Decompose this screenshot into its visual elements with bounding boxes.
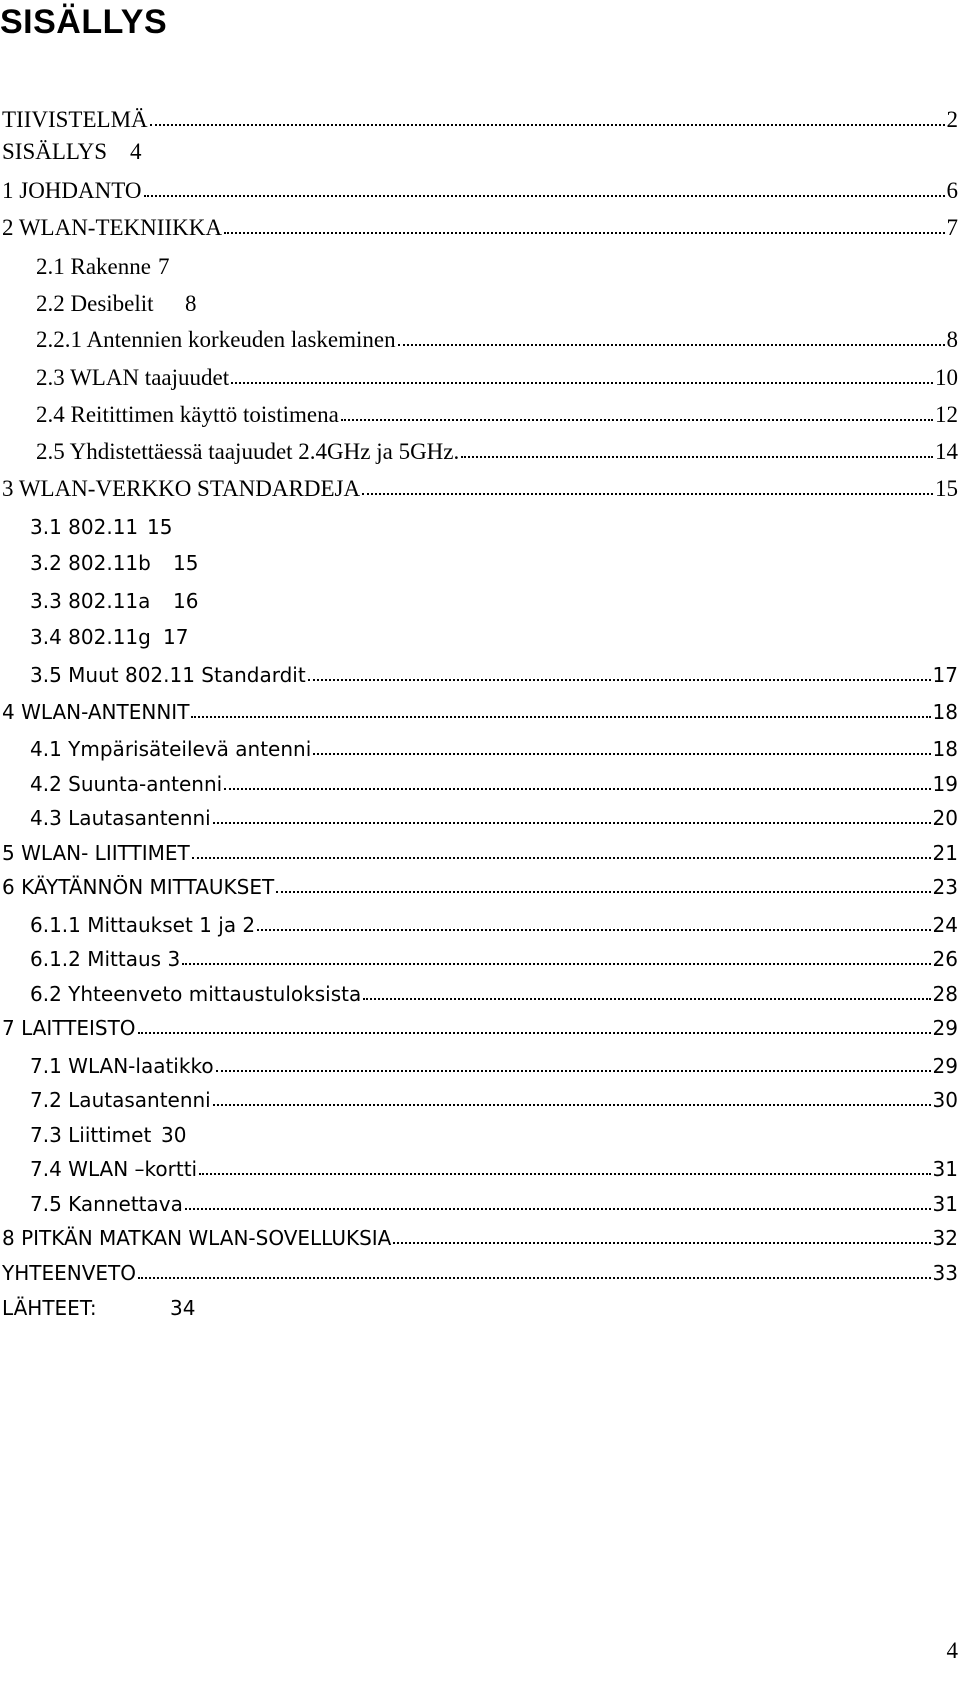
toc-entry[interactable] <box>0 400 960 430</box>
toc-dot-leader <box>191 716 930 718</box>
toc-dot-leader <box>224 232 945 234</box>
toc-entry-label: 3 WLAN-VERKKO STANDARDEJA <box>2 476 361 501</box>
toc-entry-label: 7 LAITTEISTO <box>2 1016 136 1040</box>
toc-entry-label: 7.5 Kannettava <box>30 1192 183 1216</box>
toc-entry-page: 15 <box>935 476 958 501</box>
toc-entry-page: 10 <box>935 365 958 390</box>
toc-entry-page: 8 <box>946 327 958 352</box>
toc-dot-leader <box>308 679 931 681</box>
toc-entry-page: 31 <box>932 1192 958 1216</box>
toc-entry[interactable] <box>0 176 960 206</box>
toc-entry-page: 21 <box>932 841 958 865</box>
toc-entry[interactable] <box>0 697 960 727</box>
toc-entry-page: 2 <box>946 107 958 132</box>
toc-dot-leader <box>276 891 930 893</box>
toc-entry-page: 15 <box>147 515 173 539</box>
toc-entry[interactable] <box>0 622 960 652</box>
toc-entry-page: 6 <box>946 178 958 203</box>
page-title: SISÄLLYS <box>0 3 168 41</box>
toc-entry-label: 6 KÄYTÄNNÖN MITTAUKSET <box>2 875 275 899</box>
toc-entry[interactable] <box>0 548 960 578</box>
toc-entry-page: 29 <box>932 1016 958 1040</box>
toc-entry[interactable] <box>0 512 960 542</box>
toc-dot-leader <box>185 1208 931 1210</box>
toc-entry[interactable] <box>0 363 960 393</box>
toc-dot-leader <box>461 456 933 458</box>
toc-entry-label: 3.3 802.11a <box>30 589 151 613</box>
toc-entry-page: 16 <box>173 589 199 613</box>
toc-entry-page: 8 <box>185 291 197 316</box>
toc-entry-label: 2.2 Desibelit <box>36 291 154 316</box>
toc-entry[interactable] <box>0 1120 960 1150</box>
toc-entry-label: 3.2 802.11b <box>30 551 151 575</box>
toc-entry-page: 14 <box>935 439 958 464</box>
toc-entry[interactable] <box>0 586 960 616</box>
toc-entry-label: 3.4 802.11g <box>30 625 151 649</box>
toc-entry[interactable] <box>0 660 960 690</box>
toc-entry-page: 18 <box>932 700 958 724</box>
toc-entry-label: 4 WLAN-ANTENNIT <box>2 700 190 724</box>
toc-dot-leader <box>213 822 931 824</box>
toc-entry-label: 4.2 Suunta-antenni <box>30 772 223 796</box>
toc-entry-label: 6.1.2 Mittaus 3 <box>30 947 181 971</box>
toc-dot-leader <box>393 1242 930 1244</box>
toc-dot-leader <box>313 753 930 755</box>
toc-dot-leader <box>150 124 945 126</box>
toc-entry[interactable] <box>0 1051 960 1081</box>
toc-entry-label: 1 JOHDANTO <box>2 178 142 203</box>
toc-entry-label: 2 WLAN-TEKNIIKKA <box>2 215 222 240</box>
toc-entry[interactable] <box>0 1258 960 1288</box>
toc-entry-page: 7 <box>946 215 958 240</box>
toc-entry-page: 33 <box>932 1261 958 1285</box>
toc-dot-leader <box>231 382 933 384</box>
toc-entry[interactable] <box>0 910 960 940</box>
toc-entry-label: YHTEENVETO <box>2 1261 136 1285</box>
toc-entry-page: 23 <box>932 875 958 899</box>
toc-dot-leader <box>144 195 945 197</box>
toc-entry-label: 7.2 Lautasantenni <box>30 1088 211 1112</box>
toc-entry-page: 29 <box>932 1054 958 1078</box>
toc-entry-page: 20 <box>932 806 958 830</box>
toc-entry[interactable] <box>0 944 960 974</box>
toc-entry-label: 2.1 Rakenne <box>36 254 151 279</box>
toc-entry-page: 15 <box>173 551 199 575</box>
toc-dot-leader <box>216 1070 931 1072</box>
toc-entry[interactable] <box>0 1189 960 1219</box>
toc-dot-leader <box>398 344 945 346</box>
toc-entry-label: SISÄLLYS <box>2 139 108 164</box>
toc-entry-page: 17 <box>932 663 958 687</box>
toc-entry-label: 2.3 WLAN taajuudet <box>36 365 230 390</box>
toc-entry-label: 7.4 WLAN –kortti <box>30 1157 198 1181</box>
toc-entry-page: 17 <box>163 625 189 649</box>
toc-dot-leader <box>213 1104 931 1106</box>
toc-entry-label: 4.3 Lautasantenni <box>30 806 211 830</box>
toc-entry-page: 32 <box>932 1226 958 1250</box>
toc-entry[interactable] <box>0 1154 960 1184</box>
toc-dot-leader <box>362 493 933 495</box>
toc-dot-leader <box>199 1173 930 1175</box>
toc-entry-label: 2.2.1 Antennien korkeuden laskeminen <box>36 327 396 352</box>
toc-entry-label: 2.4 Reitittimen käyttö toistimena <box>36 402 339 427</box>
toc-entry[interactable] <box>0 105 960 135</box>
toc-entry-label: 7.1 WLAN-laatikko <box>30 1054 214 1078</box>
toc-entry-label: LÄHTEET: <box>2 1296 97 1320</box>
toc-entry[interactable] <box>0 734 960 764</box>
toc-entry[interactable] <box>0 838 960 868</box>
toc-dot-leader <box>257 929 930 931</box>
toc-entry-page: 19 <box>932 772 958 796</box>
toc-entry-page: 26 <box>932 947 958 971</box>
toc-entry[interactable] <box>0 252 960 282</box>
toc-entry-page: 24 <box>932 913 958 937</box>
toc-entry[interactable] <box>0 213 960 243</box>
toc-dot-leader <box>138 1032 931 1034</box>
toc-entry-label: 6.1.1 Mittaukset 1 ja 2 <box>30 913 256 937</box>
toc-entry[interactable] <box>0 979 960 1009</box>
toc-entry-label: 5 WLAN- LIITTIMET <box>2 841 190 865</box>
toc-entry-label: TIIVISTELMÄ <box>2 107 148 132</box>
toc-entry[interactable] <box>0 769 960 799</box>
toc-entry[interactable] <box>0 1085 960 1115</box>
toc-dot-leader <box>138 1277 931 1279</box>
toc-dot-leader <box>341 419 933 421</box>
page-number: 4 <box>946 1638 958 1663</box>
toc-entry-page: 31 <box>932 1157 958 1181</box>
toc-dot-leader <box>363 998 930 1000</box>
toc-dot-leader <box>192 857 931 859</box>
toc-entry[interactable] <box>0 474 960 504</box>
toc-entry-label: 8 PITKÄN MATKAN WLAN-SOVELLUKSIA <box>2 1226 392 1250</box>
toc-entry-label: 6.2 Yhteenveto mittaustuloksista <box>30 982 362 1006</box>
toc-entry[interactable] <box>0 437 960 467</box>
toc-entry-page: 12 <box>935 402 958 427</box>
toc-entry-page: 30 <box>932 1088 958 1112</box>
toc-entry[interactable] <box>0 289 960 319</box>
toc-entry[interactable] <box>0 803 960 833</box>
toc-dot-leader <box>182 963 930 965</box>
toc-entry-label: 4.1 Ympärisäteilevä antenni <box>30 737 312 761</box>
toc-entry-page: 30 <box>161 1123 187 1147</box>
toc-entry[interactable] <box>0 1013 960 1043</box>
toc-entry-page: 7 <box>158 254 170 279</box>
toc-entry-label: 3.1 802.11 <box>30 515 139 539</box>
toc-entry-page: 28 <box>932 982 958 1006</box>
toc-entry[interactable] <box>0 1223 960 1253</box>
toc-entry-label: 7.3 Liittimet <box>30 1123 152 1147</box>
toc-entry-page: 18 <box>932 737 958 761</box>
toc-entry-page: 4 <box>130 139 142 164</box>
toc-entry[interactable] <box>0 137 960 167</box>
toc-entry[interactable] <box>0 1293 960 1323</box>
toc-entry-label: 2.5 Yhdistettäessä taajuudet 2.4GHz ja 5GHz. <box>36 439 460 464</box>
toc-entry-label: 3.5 Muut 802.11 Standardit <box>30 663 306 687</box>
toc-entry[interactable] <box>0 872 960 902</box>
toc-entry[interactable] <box>0 325 960 355</box>
toc-entry-page: 34 <box>170 1296 196 1320</box>
toc-dot-leader <box>224 788 930 790</box>
